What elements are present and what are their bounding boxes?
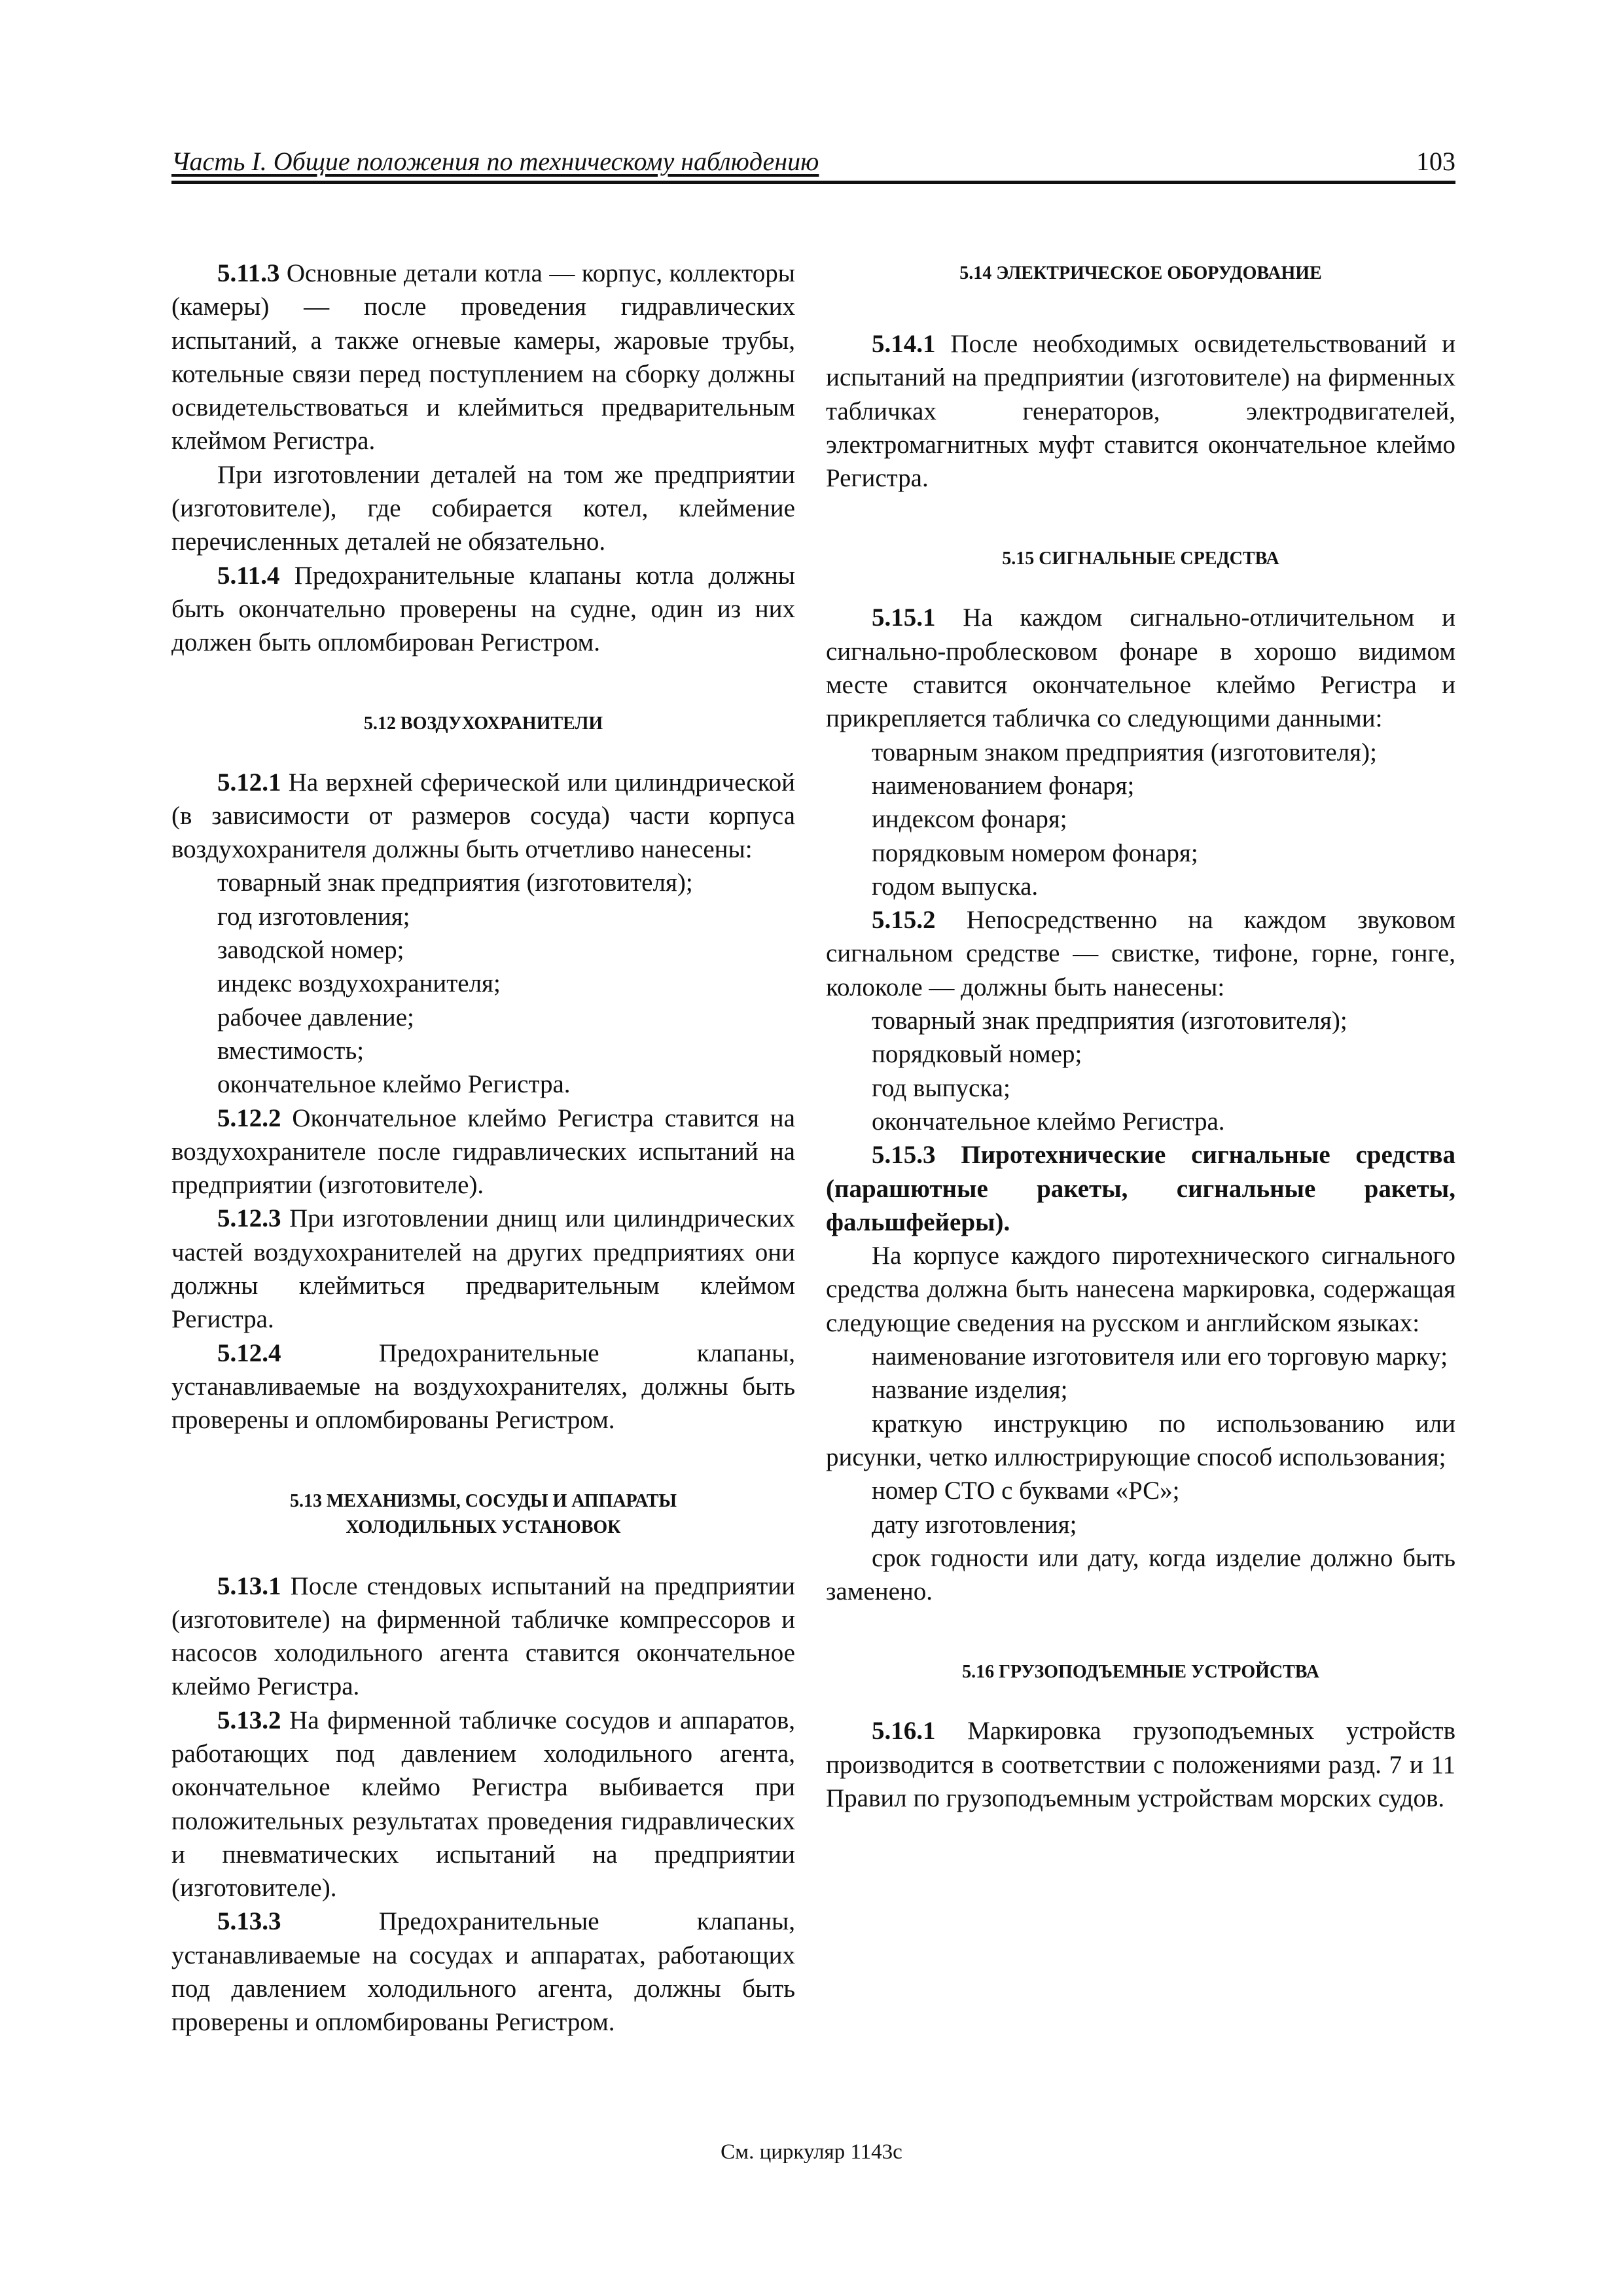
heading-5-16: 5.16 ГРУЗОПОДЪЕМНЫЕ УСТРОЙСТВА: [962, 1662, 1319, 1683]
list-item: срок годности или дату, когда изделие должно быть заменено.: [826, 1543, 1455, 1606]
heading-5-15: 5.15 СИГНАЛЬНЫЕ СРЕДСТВА: [1002, 548, 1279, 569]
para-5-13-3: 5.13.3 Предохранительные клапаны, устанавливаемые на сосудах и аппаратах, работающих под давлением холодильного агента, должны быть проверены и опломбированы Регистром.: [171, 1907, 795, 2037]
list-item: заводской номер;: [217, 936, 404, 965]
list-item: год изготовления;: [217, 902, 410, 931]
para-5-15-3-body: На корпусе каждого пиротехнического сигнального средства должна быть нанесена маркировка, содержащая следующие сведения на русском и английском языках:: [826, 1242, 1455, 1337]
para-5-12-2: 5.12.2 Окончательное клеймо Регистра ставится на воздухохранителе после гидравлических испытаний на предприятии (изготовителе).: [171, 1103, 795, 1200]
heading-5-13: 5.13 МЕХАНИЗМЫ, СОСУДЫ И АППАРАТЫ ХОЛОДИЛЬНЫХ УСТАНОВОК: [289, 1490, 677, 1537]
para-5-12-4: 5.12.4 Предохранительные клапаны, устанавливаемые на воздухохранителях, должны быть проверены и опломбированы Регистром.: [171, 1338, 795, 1435]
heading-5-12: 5.12 ВОЗДУХОХРАНИТЕЛИ: [363, 713, 603, 734]
list-item: наименование изготовителя или его торговую марку;: [872, 1342, 1448, 1371]
list-item: краткую инструкцию по использованию или рисунки, четко иллюстрирующие способ использования;: [826, 1409, 1455, 1471]
para-5-16-1: 5.16.1 Маркировка грузоподъемных устройств производится в соответствии с положениями разд. 7 и 11 Правил по грузоподъемным устройствам морских судов.: [826, 1717, 1455, 1812]
list-item: товарный знак предприятия (изготовителя);: [217, 869, 693, 897]
para-5-11-3: 5.11.3 Основные детали котла — корпус, коллекторы (камеры) — после проведения гидравлических испытаний, а также огневые камеры, жаровые трубы, котельные связи перед поступлением на сборку должны освидетельствоваться и клеймиться предварительным клеймом Регистра.: [171, 259, 795, 456]
para-5-15-3: 5.15.3 Пиротехнические сигнальные средства (парашютные ракеты, сигнальные ракеты, фальшфейеры).: [826, 1141, 1455, 1236]
list-item: окончательное клеймо Регистра.: [217, 1070, 571, 1099]
list-item: наименованием фонаря;: [872, 771, 1135, 800]
list-item: дату изготовления;: [872, 1510, 1077, 1539]
para-5-15-1: 5.15.1 На каждом сигнально-отличительном и сигнально-проблесковом фонаре в хорошо видимом месте ставится окончательное клеймо Регистра и прикрепляется табличка со следующими данными:: [826, 603, 1455, 733]
header-title: Часть I. Общие положения по техническому наблюдению: [171, 147, 819, 176]
heading-5-14: 5.14 ЭЛЕКТРИЧЕСКОЕ ОБОРУДОВАНИЕ: [959, 263, 1322, 283]
para-5-12-1: 5.12.1 На верхней сферической или цилиндрической (в зависимости от размеров сосуда) части корпуса воздухохранителя должны быть отчетливо нанесены:: [171, 768, 795, 864]
para-5-12-3: 5.12.3 При изготовлении днищ или цилиндрических частей воздухохранителей на других предприятиях они должны клеймиться предварительным клеймом Регистра.: [171, 1204, 795, 1334]
list-item: номер СТО с буквами «РС»;: [872, 1477, 1180, 1505]
right-column: [826, 257, 1455, 1815]
para-5-14-1: 5.14.1 После необходимых освидетельствований и испытаний на предприятии (изготовителе) на фирменных табличках генераторов, электродвигателей, электромагнитных муфт ставится окончательное клеймо Регистра.: [826, 330, 1455, 493]
para-5-13-1: 5.13.1 После стендовых испытаний на предприятии (изготовителе) на фирменной табличке компрессоров и насосов холодильного агента ставится окончательное клеймо Регистра.: [171, 1571, 795, 1701]
list-item: годом выпуска.: [872, 872, 1039, 901]
list-item: рабочее давление;: [217, 1003, 414, 1031]
list-item: индекс воздухохранителя;: [217, 969, 501, 998]
para-5-13-2: 5.13.2 На фирменной табличке сосудов и аппаратов, работающих под давлением холодильного агента, окончательное клеймо Регистра выбивается при положительных результатах проведения гидравлических и пневматических испытаний на предприятии (изготовителе).: [171, 1706, 795, 1903]
list-item: товарным знаком предприятия (изготовителя);: [872, 738, 1377, 766]
list-item: название изделия;: [872, 1376, 1068, 1405]
list-item: год выпуска;: [872, 1073, 1010, 1102]
list-item: товарный знак предприятия (изготовителя);: [872, 1007, 1347, 1035]
list-item: порядковым номером фонаря;: [872, 838, 1198, 867]
left-column: [171, 257, 795, 2039]
footer-note: См. циркуляр 1143с: [721, 2140, 902, 2164]
running-header: [171, 139, 1455, 184]
list-item: порядковый номер;: [872, 1040, 1082, 1069]
para-5-11-4: 5.11.4 Предохранительные клапаны котла должны быть окончательно проверены на судне, один из них должен быть опломбирован Регистром.: [171, 561, 795, 657]
list-item: окончательное клеймо Регистра.: [872, 1107, 1225, 1136]
list-item: индексом фонаря;: [872, 805, 1067, 834]
para-5-15-2: 5.15.2 Непосредственно на каждом звуковом сигнальном средстве — свистке, тифоне, горне, гонге, колоколе — должны быть нанесены:: [826, 906, 1455, 1001]
para-5-11-3-note: При изготовлении деталей на том же предприятии (изготовителе), где собирается котел, клеймение перечисленных деталей не обязательно.: [171, 460, 795, 556]
list-item: вместимость;: [217, 1036, 365, 1065]
page-number: 103: [1416, 147, 1455, 176]
